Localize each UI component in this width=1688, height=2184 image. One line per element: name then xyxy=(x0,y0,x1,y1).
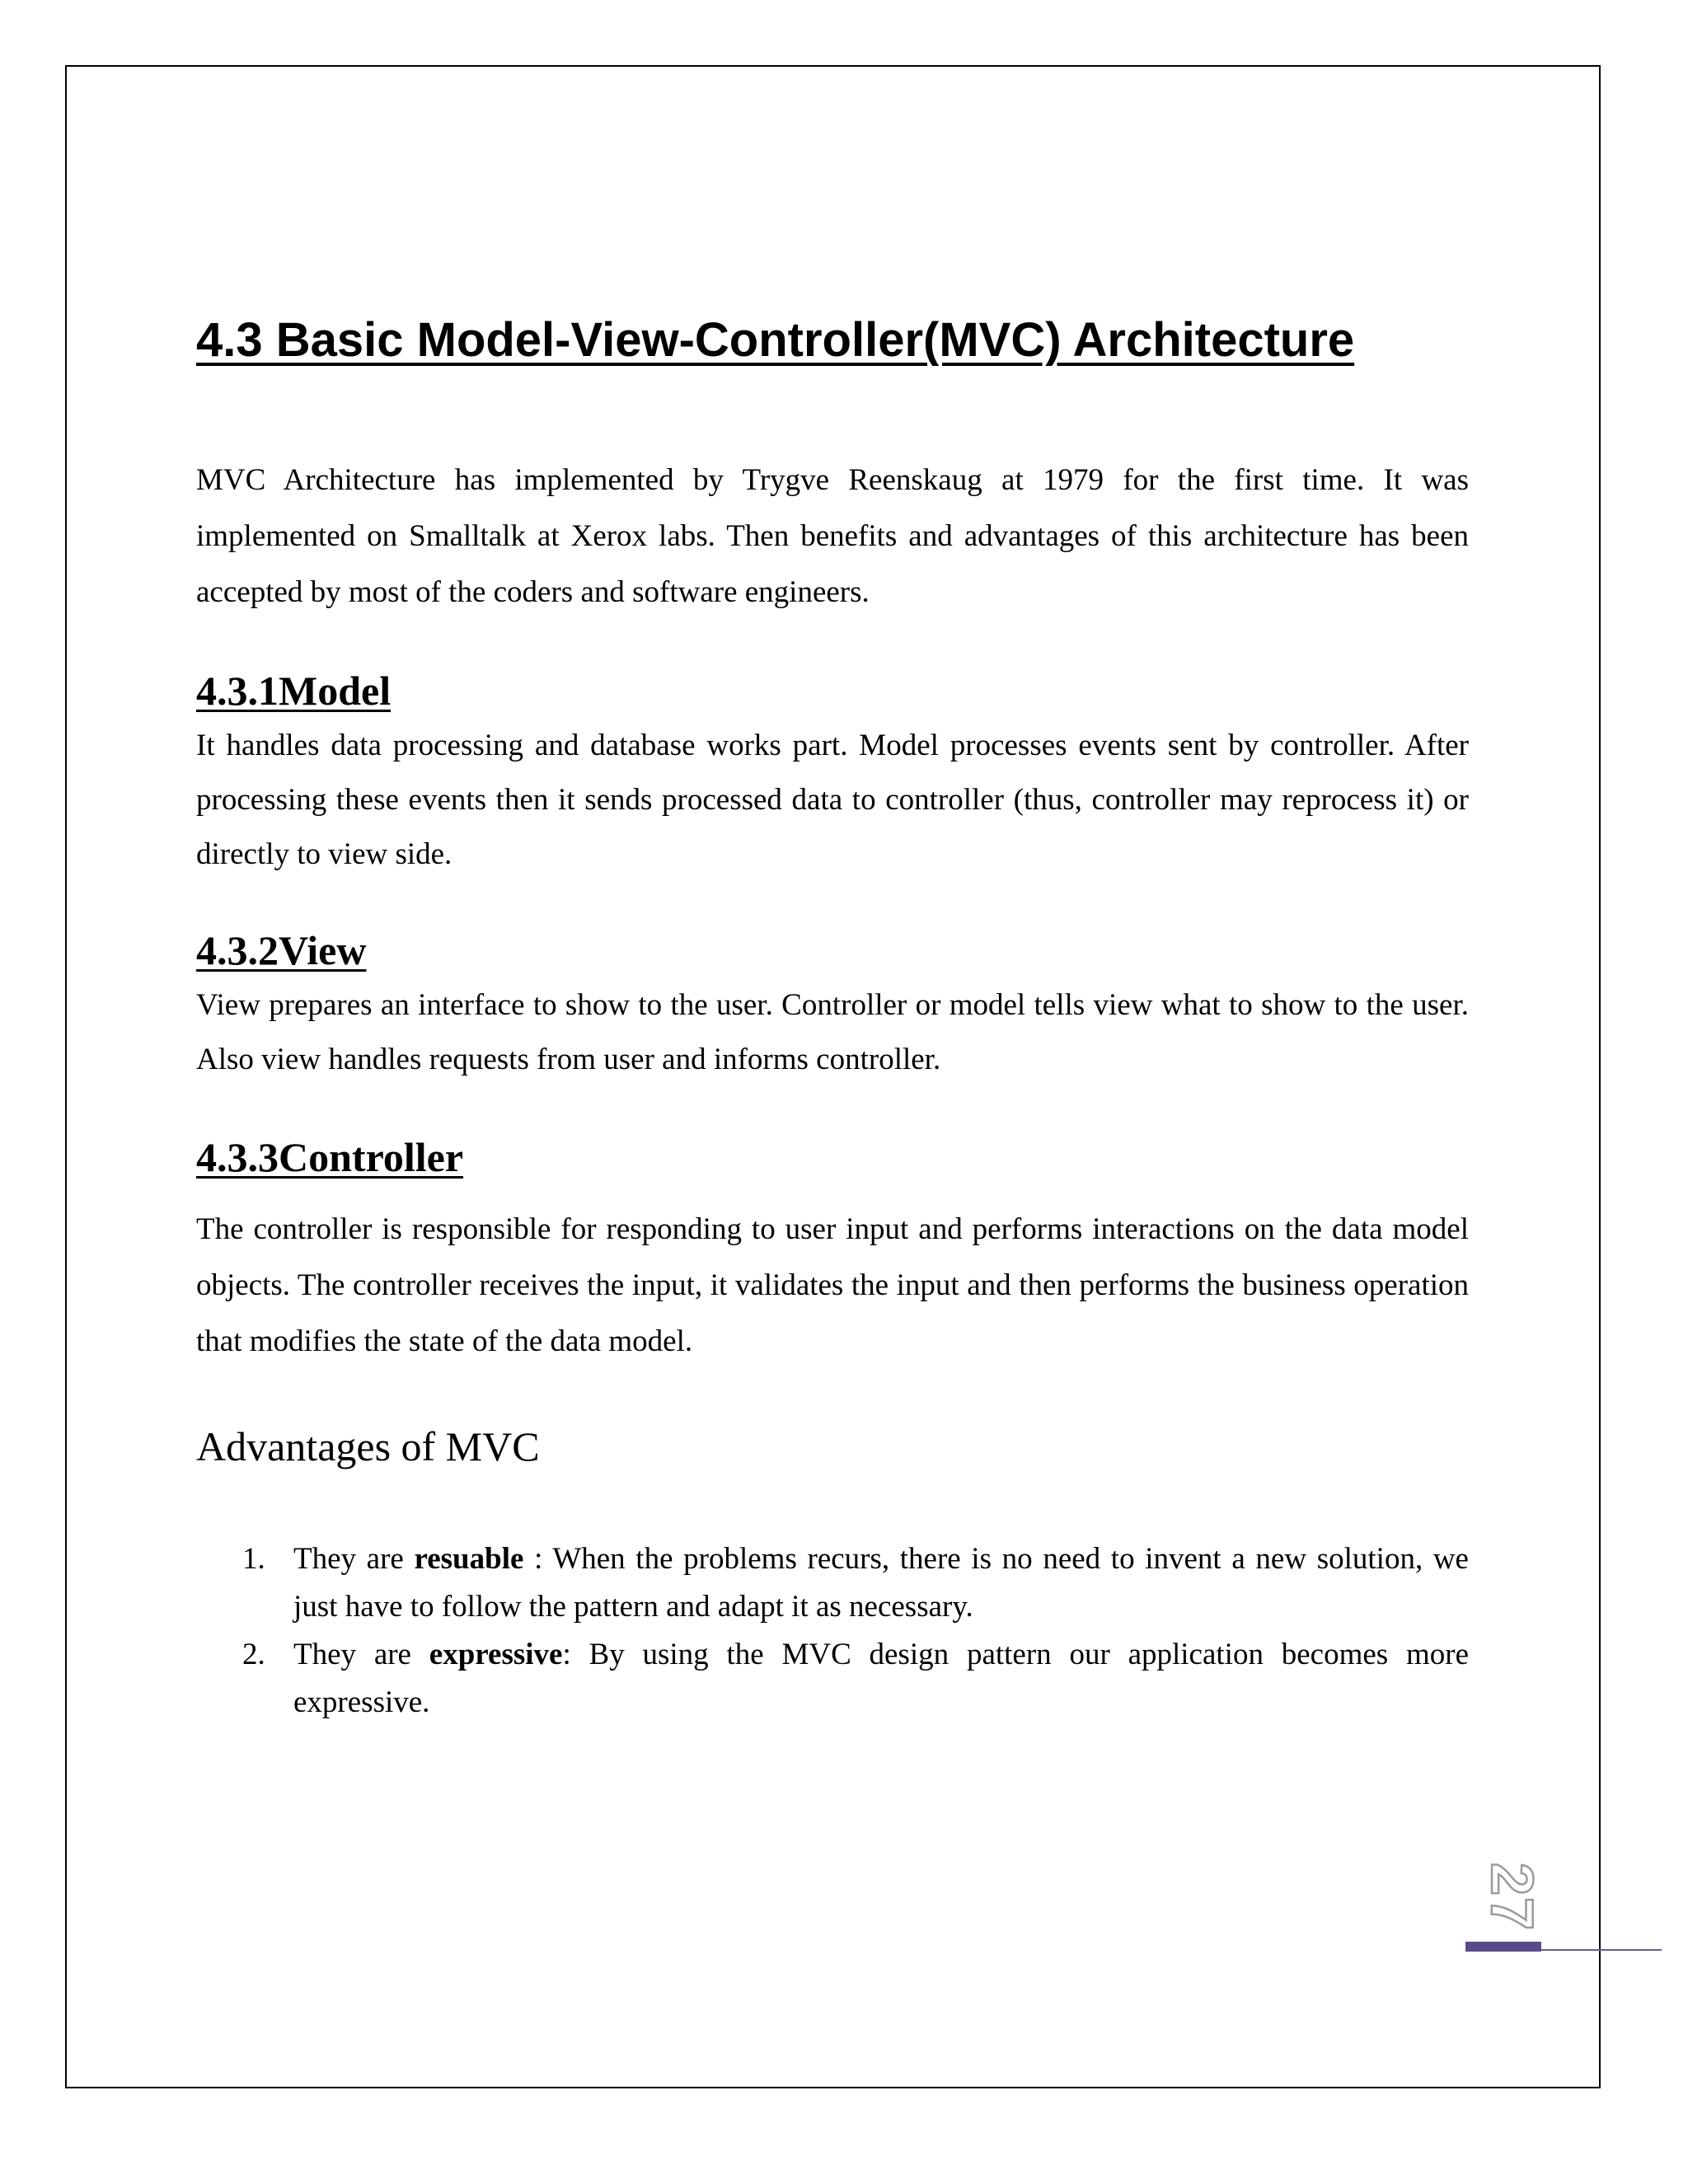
list-item-text: : When the problems recurs, there is no need to invent a new solution, we just have to follow the pattern and adapt it as necessary. xyxy=(293,1541,1469,1624)
list-item-term: expressive xyxy=(429,1637,563,1671)
list-item-prefix: They are xyxy=(293,1541,415,1576)
list-item-prefix: They are xyxy=(293,1637,429,1671)
controller-heading: 4.3.3Controller xyxy=(196,1133,464,1180)
page-number-accent-bar xyxy=(1465,1942,1541,1952)
page-number-accent-line xyxy=(1541,1949,1662,1951)
page-number: 27 xyxy=(1479,1862,1545,1933)
advantages-list xyxy=(196,1535,1469,1727)
list-item-text: : By using the MVC design pattern our application becomes more expressive. xyxy=(293,1637,1469,1719)
list-item xyxy=(196,1631,1469,1727)
model-heading: 4.3.1Model xyxy=(196,667,392,714)
list-number: 1. xyxy=(242,1541,265,1576)
view-heading: 4.3.2View xyxy=(196,926,367,973)
controller-paragraph: The controller is responsible for responding to user input and performs interactions on the data model objects. The controller receives the input, it validates the input and then performs the business operation that modifies the state of the data model. xyxy=(196,1212,1469,1358)
view-paragraph: View prepares an interface to show to the user. Controller or model tells view what to show to the user. Also view handles requests from user and informs controller. xyxy=(196,987,1469,1076)
section-title: 4.3 Basic Model-View-Controller(MVC) Architecture xyxy=(196,313,1355,367)
intro-paragraph: MVC Architecture has implemented by Trygve Reenskaug at 1979 for the first time. It was implemented on Smalltalk at Xerox labs. Then benefits and advantages of this architecture has been accepted by most of the coders and software engineers. xyxy=(196,462,1469,609)
list-item xyxy=(196,1535,1469,1631)
advantages-heading: Advantages of MVC xyxy=(196,1422,540,1469)
model-paragraph: It handles data processing and database works part. Model processes events sent by controller. After processing these events then it sends processed data to controller (thus, controller may reprocess it) or directly to view side. xyxy=(196,728,1469,871)
list-item-term: resuable xyxy=(414,1541,524,1576)
list-number: 2. xyxy=(242,1637,265,1671)
document-content xyxy=(196,313,1469,1727)
